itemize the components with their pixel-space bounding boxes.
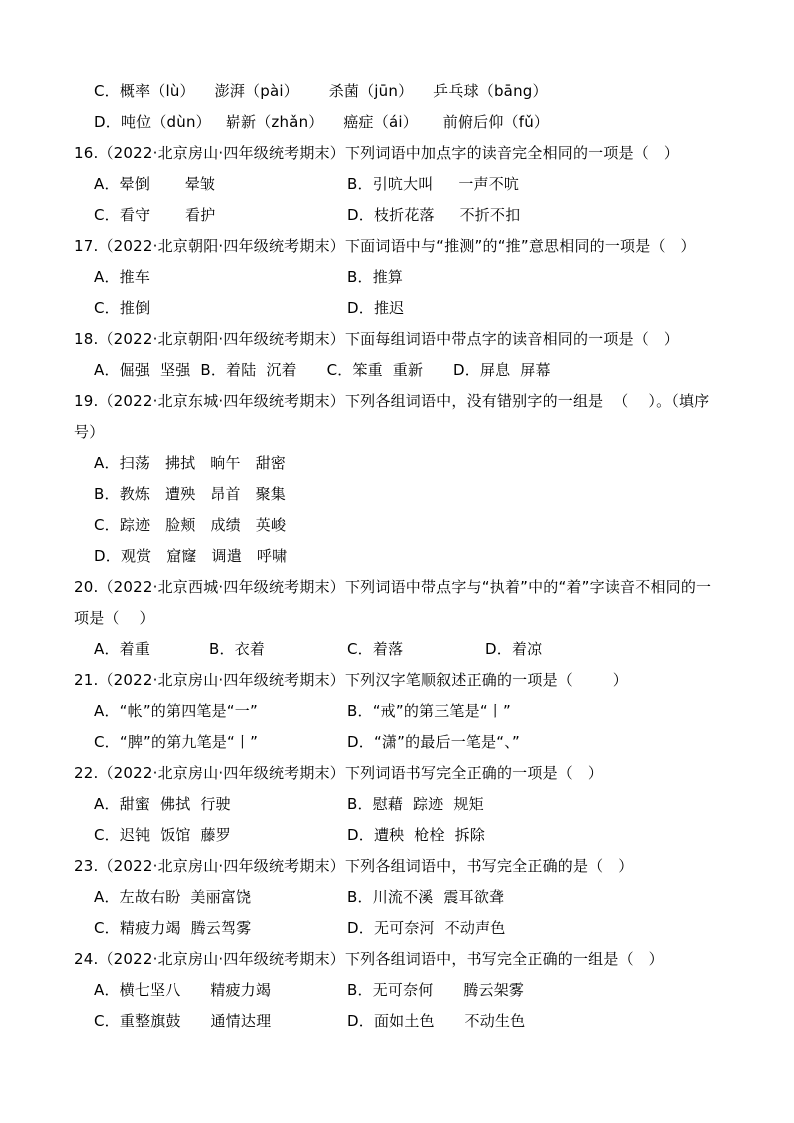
- q23-option-b: B．川流不溪 震耳欲聋: [347, 888, 505, 906]
- q15-option-c: C．概率（lù） 澎湃（pài） 杀菌（jūn） 乒乓球（bāng）: [94, 82, 548, 100]
- q20-option-b: B．衣着: [209, 640, 266, 658]
- question-22: 22.（2022·北京房山·四年级统考期末）下列词语书写完全正确的一项是（ ）: [74, 764, 604, 782]
- q24-option-b: B．无可奈何 腾云架雾: [347, 981, 525, 999]
- q23-option-c: C．精疲力竭 腾云驾雾: [94, 919, 252, 937]
- q22-option-c: C．迟钝 饭馆 藤罗: [94, 826, 231, 844]
- q17-option-b: B．推算: [347, 268, 404, 286]
- question-19: 19.（2022·北京东城·四年级统考期末）下列各组词语中，没有错别字的一组是 （ ）。（填序: [74, 392, 710, 410]
- q17-option-c: C．推倒: [94, 299, 151, 317]
- q15-option-d: D．吨位（dùn） 崭新（zhǎn） 癌症（ái） 前俯后仰（fǔ）: [94, 113, 550, 131]
- q24-option-a: A．横七坚八 精疲力竭: [94, 981, 272, 999]
- q23-option-d: D．无可奈河 不动声色: [347, 919, 506, 937]
- question-21: 21.（2022·北京房山·四年级统考期末）下列汉字笔顺叙述正确的一项是（ ）: [74, 671, 628, 689]
- q20-option-a: A．着重: [94, 640, 151, 658]
- q19-option-a: A．扫荡 拂拭 晌午 甜密: [94, 454, 286, 472]
- q21-option-a: A．“帐”的第四笔是“一”: [94, 702, 258, 720]
- q22-option-d: D．遭秧 枪栓 拆除: [347, 826, 486, 844]
- q16-option-b: B．引吭大叫 一声不吭: [347, 175, 520, 193]
- question-20: 20.（2022·北京西城·四年级统考期末）下列词语中带点字与“执着”中的“着”字读音不相同的一: [74, 578, 712, 596]
- q19-option-d: D．观赏 窟窿 调遣 呼啸: [94, 547, 288, 565]
- q19-option-c: C．踪迹 脸颊 成绩 英峻: [94, 516, 287, 534]
- q17-option-d: D．推迟: [347, 299, 405, 317]
- q22-option-b: B．慰藉 踪迹 规矩: [347, 795, 484, 813]
- q21-option-d: D．“潇”的最后一笔是“、”: [347, 733, 520, 751]
- q17-option-a: A．推车: [94, 268, 151, 286]
- question-24: 24.（2022·北京房山·四年级统考期末）下列各组词语中，书写完全正确的一组是（ ）: [74, 950, 664, 968]
- question-20-cont: 项是（ ）: [74, 609, 155, 627]
- q19-option-b: B．教炼 遭殃 昂首 聚集: [94, 485, 287, 503]
- q22-option-a: A．甜蜜 佛拭 行驶: [94, 795, 231, 813]
- question-16: 16.（2022·北京房山·四年级统考期末）下列词语中加点字的读音完全相同的一项是（ ）: [74, 144, 680, 162]
- q24-option-d: D．面如土色 不动生色: [347, 1012, 526, 1030]
- q16-option-c: C．看守 看护: [94, 206, 216, 224]
- question-19-cont: 号）: [74, 423, 105, 441]
- q16-option-a: A．晕倒 晕皱: [94, 175, 216, 193]
- q16-option-d: D．枝折花落 不折不扣: [347, 206, 521, 224]
- q20-option-c: C．着落: [347, 640, 404, 658]
- question-23: 23.（2022·北京房山·四年级统考期末）下列各组词语中，书写完全正确的是（ ）: [74, 857, 634, 875]
- q21-option-c: C．“脾”的第九笔是“丨”: [94, 733, 259, 751]
- q20-option-d: D．着凉: [485, 640, 543, 658]
- q21-option-b: B．“戒”的第三笔是“丨”: [347, 702, 511, 720]
- q23-option-a: A．左故右盼 美丽富饶: [94, 888, 252, 906]
- q24-option-c: C．重整旗鼓 通情达理: [94, 1012, 272, 1030]
- q18-options: A．倔强 坚强 B．着陆 沉着 C．笨重 重新 D．屏息 屏幕: [94, 361, 551, 379]
- question-17: 17.（2022·北京朝阳·四年级统考期末）下面词语中与“推测”的“推”意思相同的一项是（ ）: [74, 237, 696, 255]
- question-18: 18.（2022·北京朝阳·四年级统考期末）下面每组词语中带点字的读音相同的一项是（ ）: [74, 330, 680, 348]
